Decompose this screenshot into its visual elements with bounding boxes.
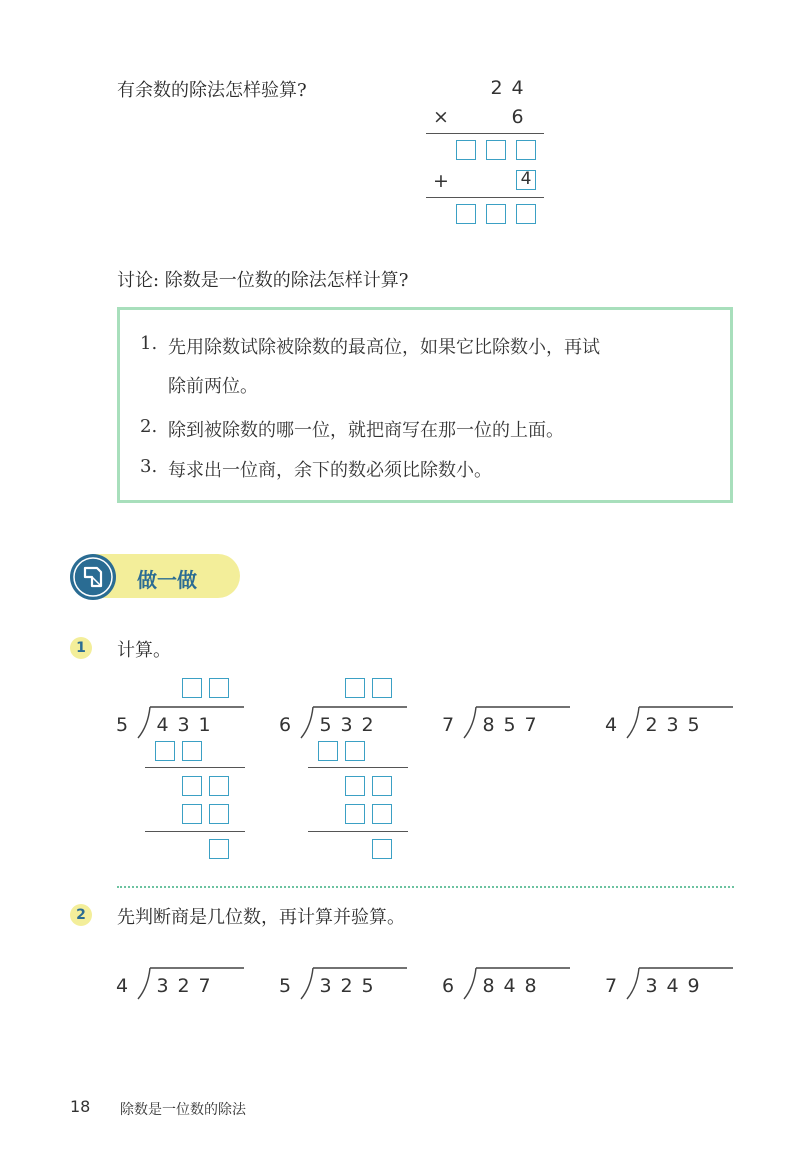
rule-1-text: 先用除数试除被除数的最高位，如果它比除数小，再试 bbox=[168, 337, 600, 358]
work-box[interactable] bbox=[345, 776, 365, 796]
work-box[interactable] bbox=[182, 804, 202, 824]
times-sign: × bbox=[433, 106, 449, 128]
work-box[interactable] bbox=[345, 741, 365, 761]
exercise-2-badge: 2 bbox=[70, 904, 92, 926]
dividend: 3 2 5 bbox=[319, 975, 374, 997]
work-box[interactable] bbox=[372, 804, 392, 824]
quotient-box[interactable] bbox=[182, 678, 202, 698]
work-box[interactable] bbox=[372, 776, 392, 796]
dividend: 5 3 2 bbox=[319, 714, 374, 736]
pencil-icon bbox=[70, 554, 116, 600]
work-line bbox=[145, 767, 245, 768]
rule-2-number: 2. bbox=[140, 416, 158, 437]
digit: 4 bbox=[511, 77, 524, 99]
page-number: 18 bbox=[70, 1097, 91, 1116]
answer-box[interactable] bbox=[486, 140, 506, 160]
dividend: 2 3 5 bbox=[645, 714, 700, 736]
remainder-box[interactable] bbox=[209, 839, 229, 859]
quotient-box[interactable] bbox=[209, 678, 229, 698]
plus-sign: + bbox=[433, 170, 449, 192]
work-box[interactable] bbox=[182, 776, 202, 796]
section-title: 做一做 bbox=[137, 568, 197, 592]
dotted-divider bbox=[117, 886, 734, 888]
divisor: 6 bbox=[279, 714, 292, 736]
divisor: 7 bbox=[605, 975, 618, 997]
divisor: 7 bbox=[442, 714, 455, 736]
answer-box[interactable] bbox=[456, 204, 476, 224]
divisor: 4 bbox=[605, 714, 618, 736]
dividend: 8 4 8 bbox=[482, 975, 537, 997]
rule-3-number: 3. bbox=[140, 456, 158, 477]
rule-1-number: 1. bbox=[140, 333, 158, 354]
divisor: 5 bbox=[116, 714, 129, 736]
remainder-box[interactable] bbox=[372, 839, 392, 859]
work-box[interactable] bbox=[209, 804, 229, 824]
product-line bbox=[426, 133, 544, 134]
rule-2-text: 除到被除数的哪一位，就把商写在那一位的上面。 bbox=[168, 420, 564, 441]
rule-1-continuation: 除前两位。 bbox=[168, 376, 258, 397]
question-text: 有余数的除法怎样验算? bbox=[117, 80, 307, 101]
work-line bbox=[145, 831, 245, 832]
dividend: 8 5 7 bbox=[482, 714, 537, 736]
dividend: 3 2 7 bbox=[156, 975, 211, 997]
exercise-2-title: 先判断商是几位数，再计算并验算。 bbox=[117, 907, 405, 928]
work-box[interactable] bbox=[155, 741, 175, 761]
divisor: 4 bbox=[116, 975, 129, 997]
sum-line bbox=[426, 197, 544, 198]
answer-box[interactable] bbox=[516, 204, 536, 224]
exercise-1-title: 计算。 bbox=[117, 640, 171, 661]
work-line bbox=[308, 767, 408, 768]
multiplicand bbox=[486, 77, 528, 99]
multiplier: 6 bbox=[511, 106, 524, 128]
divisor: 5 bbox=[279, 975, 292, 997]
work-box[interactable] bbox=[318, 741, 338, 761]
answer-box[interactable] bbox=[486, 204, 506, 224]
quotient-box[interactable] bbox=[372, 678, 392, 698]
work-box[interactable] bbox=[345, 804, 365, 824]
dividend: 3 4 9 bbox=[645, 975, 700, 997]
digit: 2 bbox=[490, 77, 503, 99]
remainder-box: 4 bbox=[516, 170, 536, 190]
answer-box[interactable] bbox=[516, 140, 536, 160]
quotient-box[interactable] bbox=[345, 678, 365, 698]
work-box[interactable] bbox=[182, 741, 202, 761]
discussion-text: 讨论: 除数是一位数的除法怎样计算? bbox=[117, 270, 409, 291]
divisor: 6 bbox=[442, 975, 455, 997]
rule-3-text: 每求出一位商，余下的数必须比除数小。 bbox=[168, 460, 492, 481]
work-line bbox=[308, 831, 408, 832]
exercise-1-badge: 1 bbox=[70, 637, 92, 659]
answer-box[interactable] bbox=[456, 140, 476, 160]
dividend: 4 3 1 bbox=[156, 714, 211, 736]
chapter-title: 除数是一位数的除法 bbox=[120, 1102, 246, 1118]
work-box[interactable] bbox=[209, 776, 229, 796]
